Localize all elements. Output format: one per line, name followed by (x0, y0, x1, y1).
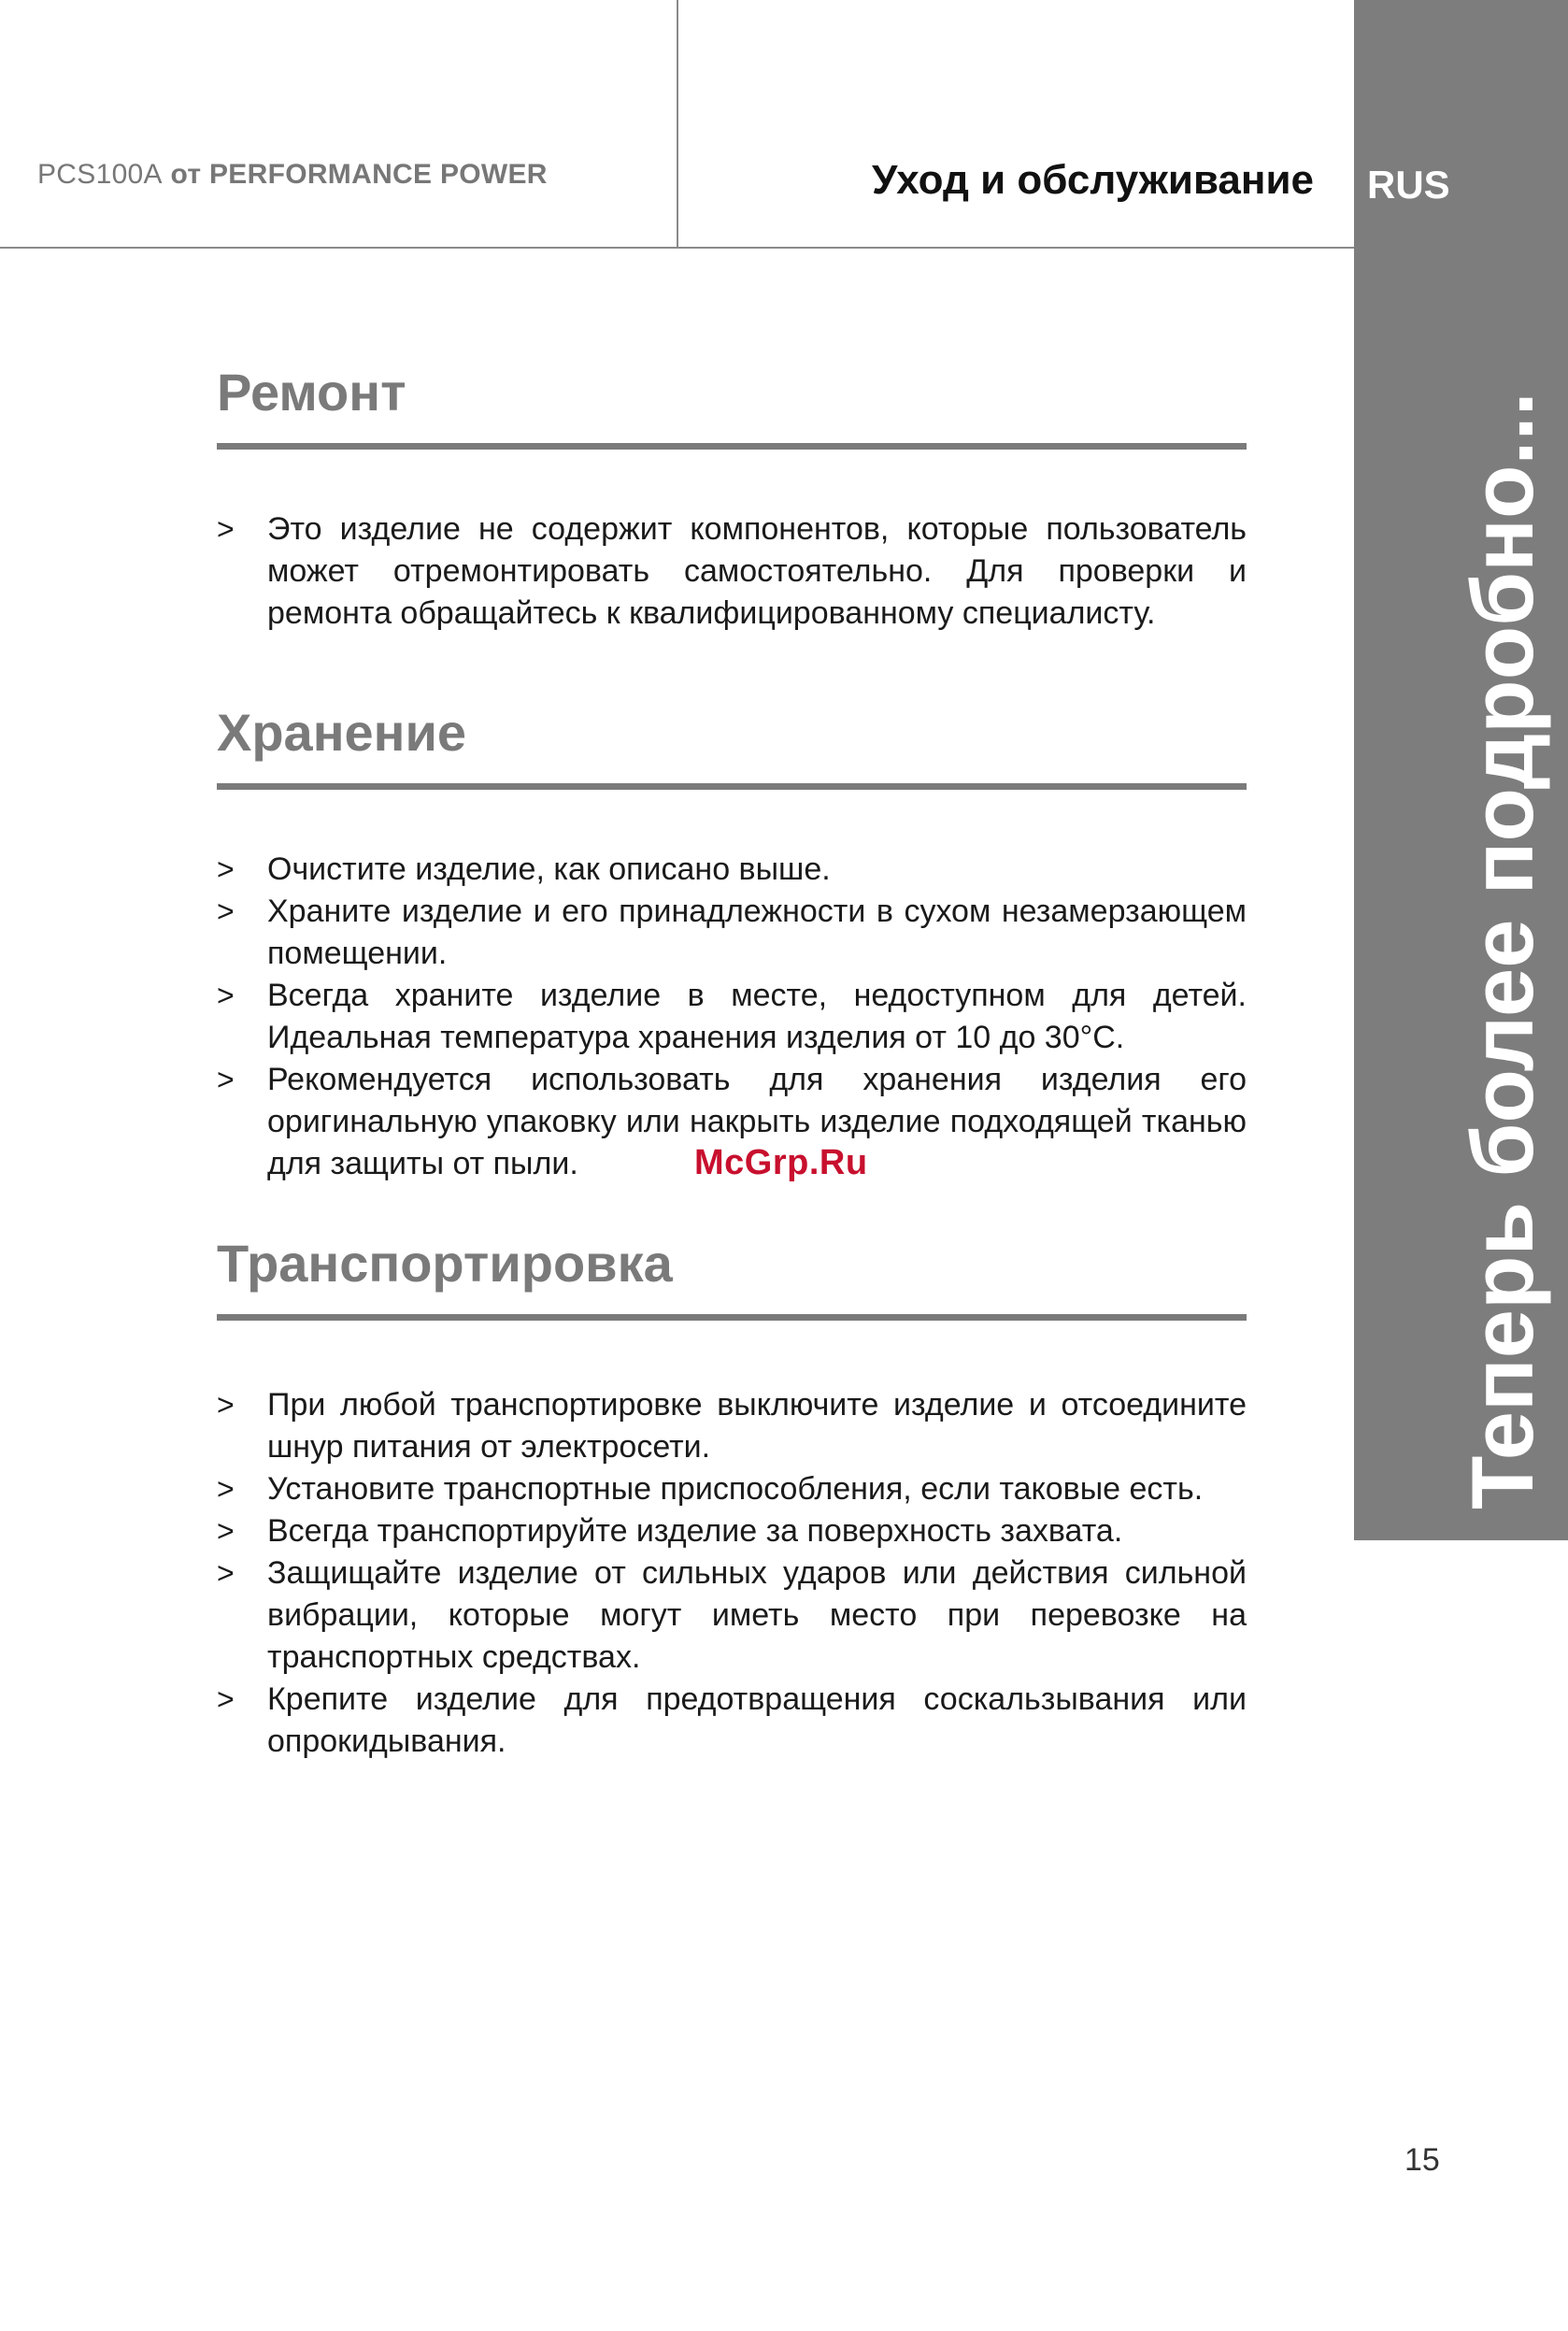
bullet-marker: > (217, 1063, 235, 1096)
list-item (217, 1679, 1247, 1763)
list-item-text: Установите транспортные приспособления, если таковые есть. (267, 1471, 1204, 1507)
document-code-separator: от (162, 159, 209, 190)
storage-list (217, 849, 1247, 1185)
bullet-marker: > (217, 512, 235, 546)
page-section-title: Уход и обслуживание (872, 157, 1314, 203)
bullet-marker: > (217, 852, 235, 886)
list-item-text: Всегда храните изделие в месте, недоступном для детей. Идеальная температура хранения изделия от 10 до 30°С. (267, 978, 1247, 1055)
list-item (217, 849, 1247, 891)
sidebar-vertical-text: Теперь более подробно... (1453, 392, 1551, 1509)
list-item (217, 508, 1247, 635)
document-code (37, 159, 548, 191)
section-title: Транспортировка (217, 1234, 673, 1293)
repair-list (217, 508, 1247, 635)
language-label: RUS (1367, 163, 1450, 207)
list-item (217, 1510, 1247, 1552)
document-model: PCS100A (37, 159, 163, 190)
watermark: McGrp.Ru (694, 1143, 868, 1182)
bullet-marker: > (217, 1388, 235, 1422)
bullet-marker: > (217, 1472, 235, 1506)
bullet-marker: > (217, 1514, 235, 1548)
list-item-text: Крепите изделие для предотвращения соскальзывания или опрокидывания. (267, 1681, 1247, 1759)
list-item-text: Всегда транспортируйте изделие за поверхность захвата. (267, 1513, 1123, 1549)
section-title: Хранение (217, 703, 467, 762)
list-item (217, 891, 1247, 975)
section-rule (217, 443, 1247, 450)
list-item (217, 1552, 1247, 1679)
list-item-text: Храните изделие и его принадлежности в сухом незамерзающем помещении. (267, 894, 1247, 971)
section-title: Ремонт (217, 363, 406, 422)
transport-list (217, 1384, 1247, 1763)
list-item-text: Это изделие не содержит компонентов, которые пользователь может отремонтировать самостоятельно. Для проверки и ремонта обращайтесь к квалифицированному специалисту. (267, 511, 1247, 631)
document-brand: PERFORMANCE POWER (209, 159, 548, 190)
bullet-marker: > (217, 979, 235, 1012)
list-item (217, 1468, 1247, 1510)
list-item-text: Защищайте изделие от сильных ударов или действия сильной вибрации, которые могут иметь место при перевозке на транспортных средствах. (267, 1555, 1247, 1675)
section-heading-storage (217, 703, 1247, 790)
list-item (217, 975, 1247, 1059)
bullet-marker: > (217, 894, 235, 928)
header-divider (677, 0, 678, 247)
section-heading-transport (217, 1234, 1247, 1321)
list-item (217, 1384, 1247, 1468)
section-heading-repair (217, 363, 1247, 450)
list-item-text: Очистите изделие, как описано выше. (267, 851, 831, 887)
section-rule (217, 1314, 1247, 1321)
bullet-marker: > (217, 1682, 235, 1716)
header-rule (0, 247, 1354, 249)
section-rule (217, 783, 1247, 790)
page-number: 15 (1404, 2142, 1440, 2178)
list-item-text: При любой транспортировке выключите изделие и отсоедините шнур питания от электросети. (267, 1387, 1247, 1465)
list-item-text: Рекомендуется использовать для хранения изделия его оригинальную упаковку или накрыть изделие подходящей тканью для защиты от пыли. (267, 1062, 1247, 1181)
bullet-marker: > (217, 1556, 235, 1590)
